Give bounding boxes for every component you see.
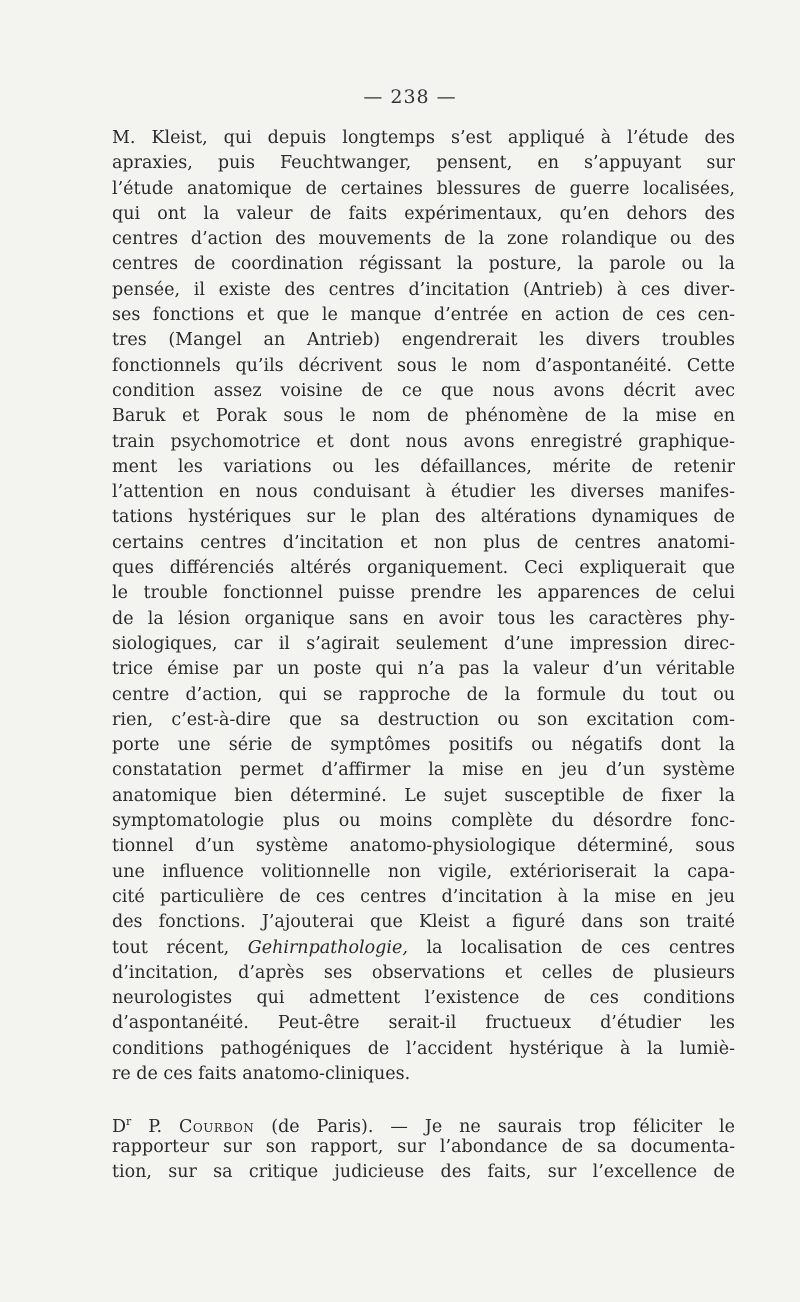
text-line-with-italic-title xyxy=(112,936,735,961)
text-line: constatation permet d’affirmer la mise en jeu d’un système xyxy=(112,760,735,781)
text-fragment: tout récent, xyxy=(112,937,248,958)
text-line: tion, sur sa critique judicieuse des faits, sur l’excellence de xyxy=(112,1161,735,1182)
text-line: pensée, il existe des centres d’incitation (Antrieb) à ces diver- xyxy=(112,279,735,300)
text-line: rien, c’est-à-dire que sa destruction ou son excitation com- xyxy=(112,709,735,730)
text-line: l’attention en nous conduisant à étudier les diverses manifes- xyxy=(112,482,735,503)
speaker-initial: P. xyxy=(131,1117,180,1138)
text-line: M. Kleist, qui depuis longtemps s’est appliqué à l’étude des xyxy=(112,128,735,148)
text-line: apraxies, puis Feuchtwanger, pensent, en s’appuyant sur xyxy=(112,153,735,174)
text-line: porte une série de symptômes positifs ou négatifs dont la xyxy=(112,735,735,756)
text-line: d’aspontanéité. Peut-être serait-il fructueux d’étudier les xyxy=(112,1013,735,1034)
text-fragment: la localisation de ces centres xyxy=(407,937,735,958)
speaker-line xyxy=(112,1109,735,1138)
text-line: centres de coordination régissant la posture, la parole ou la xyxy=(112,254,735,275)
text-line: des fonctions. J’ajouterai que Kleist a figuré dans son traité xyxy=(112,912,735,933)
text-line: l’étude anatomique de certaines blessures de guerre localisées, xyxy=(112,178,735,199)
text-line: centres d’action des mouvements de la zone rolandique ou des xyxy=(112,229,735,250)
text-line: train psychomotrice et dont nous avons enregistré graphique- xyxy=(112,431,735,452)
text-line: certains centres d’incitation et non plus de centres anatomi- xyxy=(112,532,735,553)
text-line: une influence volitionnelle non vigile, extérioriserait la capa- xyxy=(112,861,735,882)
text-line: trice émise par un poste qui n’a pas la valeur d’un véritable xyxy=(112,659,735,680)
text-line: cité particulière de ces centres d’incitation à la mise en jeu xyxy=(112,886,735,907)
paragraph-courbon xyxy=(112,1109,735,1185)
text-line: conditions pathogéniques de l’accident hystérique à la lumiè- xyxy=(112,1038,735,1059)
text-line: symptomatologie plus ou moins complète du désordre fonc- xyxy=(112,811,735,832)
page-number: — 238 — xyxy=(363,86,457,108)
text-line: anatomique bien déterminé. Le sujet susceptible de fixer la xyxy=(112,785,735,806)
text-line: ses fonctions et que le manque d’entrée en action de ces cen- xyxy=(112,305,735,326)
text-line: tations hystériques sur le plan des altérations dynamiques de xyxy=(112,507,735,528)
text-line: d’incitation, d’après ses observations et celles de plusieurs xyxy=(112,962,735,983)
text-fragment: (de Paris). — Je ne saurais trop féliciter le xyxy=(254,1117,735,1138)
speaker-name: Courbon xyxy=(179,1117,255,1138)
text-line: tres (Mangel an Antrieb) engendrerait les divers troubles xyxy=(112,330,735,351)
text-line: condition assez voisine de ce que nous avons décrit avec xyxy=(112,380,735,401)
text-line: fonctionnels qu’ils décrivent sous le nom d’aspontanéité. Cette xyxy=(112,355,735,376)
speaker-title: D xyxy=(112,1117,127,1138)
text-line: tionnel d’un système anatomo-physiologique déterminé, sous xyxy=(112,836,735,857)
text-line: qui ont la valeur de faits expérimentaux, qu’en dehors des xyxy=(112,203,735,224)
text-line: de la lésion organique sans en avoir tous les caractères phy- xyxy=(112,608,735,629)
paragraph-kleist xyxy=(112,126,735,1087)
text-line: ques différenciés altérés organiquement. Ceci expliquerait que xyxy=(112,558,735,579)
speaker-title-sup: r xyxy=(126,1115,132,1129)
text-line: siologiques, car il s’agirait seulement d’une impression direc- xyxy=(112,633,735,654)
text-line: centre d’action, qui se rapproche de la formule du tout ou xyxy=(112,684,735,705)
paragraph-spacer xyxy=(112,1087,735,1109)
text-line: ment les variations ou les défaillances, mérite de retenir xyxy=(112,456,735,477)
body-text xyxy=(112,126,735,1185)
text-line: rapporteur sur son rapport, sur l’abondance de sa documenta- xyxy=(112,1136,735,1157)
text-line: neurologistes qui admettent l’existence de ces conditions xyxy=(112,988,735,1009)
text-line: re de ces faits anatomo-cliniques. xyxy=(112,1063,411,1084)
text-line: Baruk et Porak sous le nom de phénomène de la mise en xyxy=(112,406,735,427)
book-title-italic: Gehirnpathologie, xyxy=(247,937,408,958)
text-line: le trouble fonctionnel puisse prendre les apparences de celui xyxy=(112,583,735,604)
